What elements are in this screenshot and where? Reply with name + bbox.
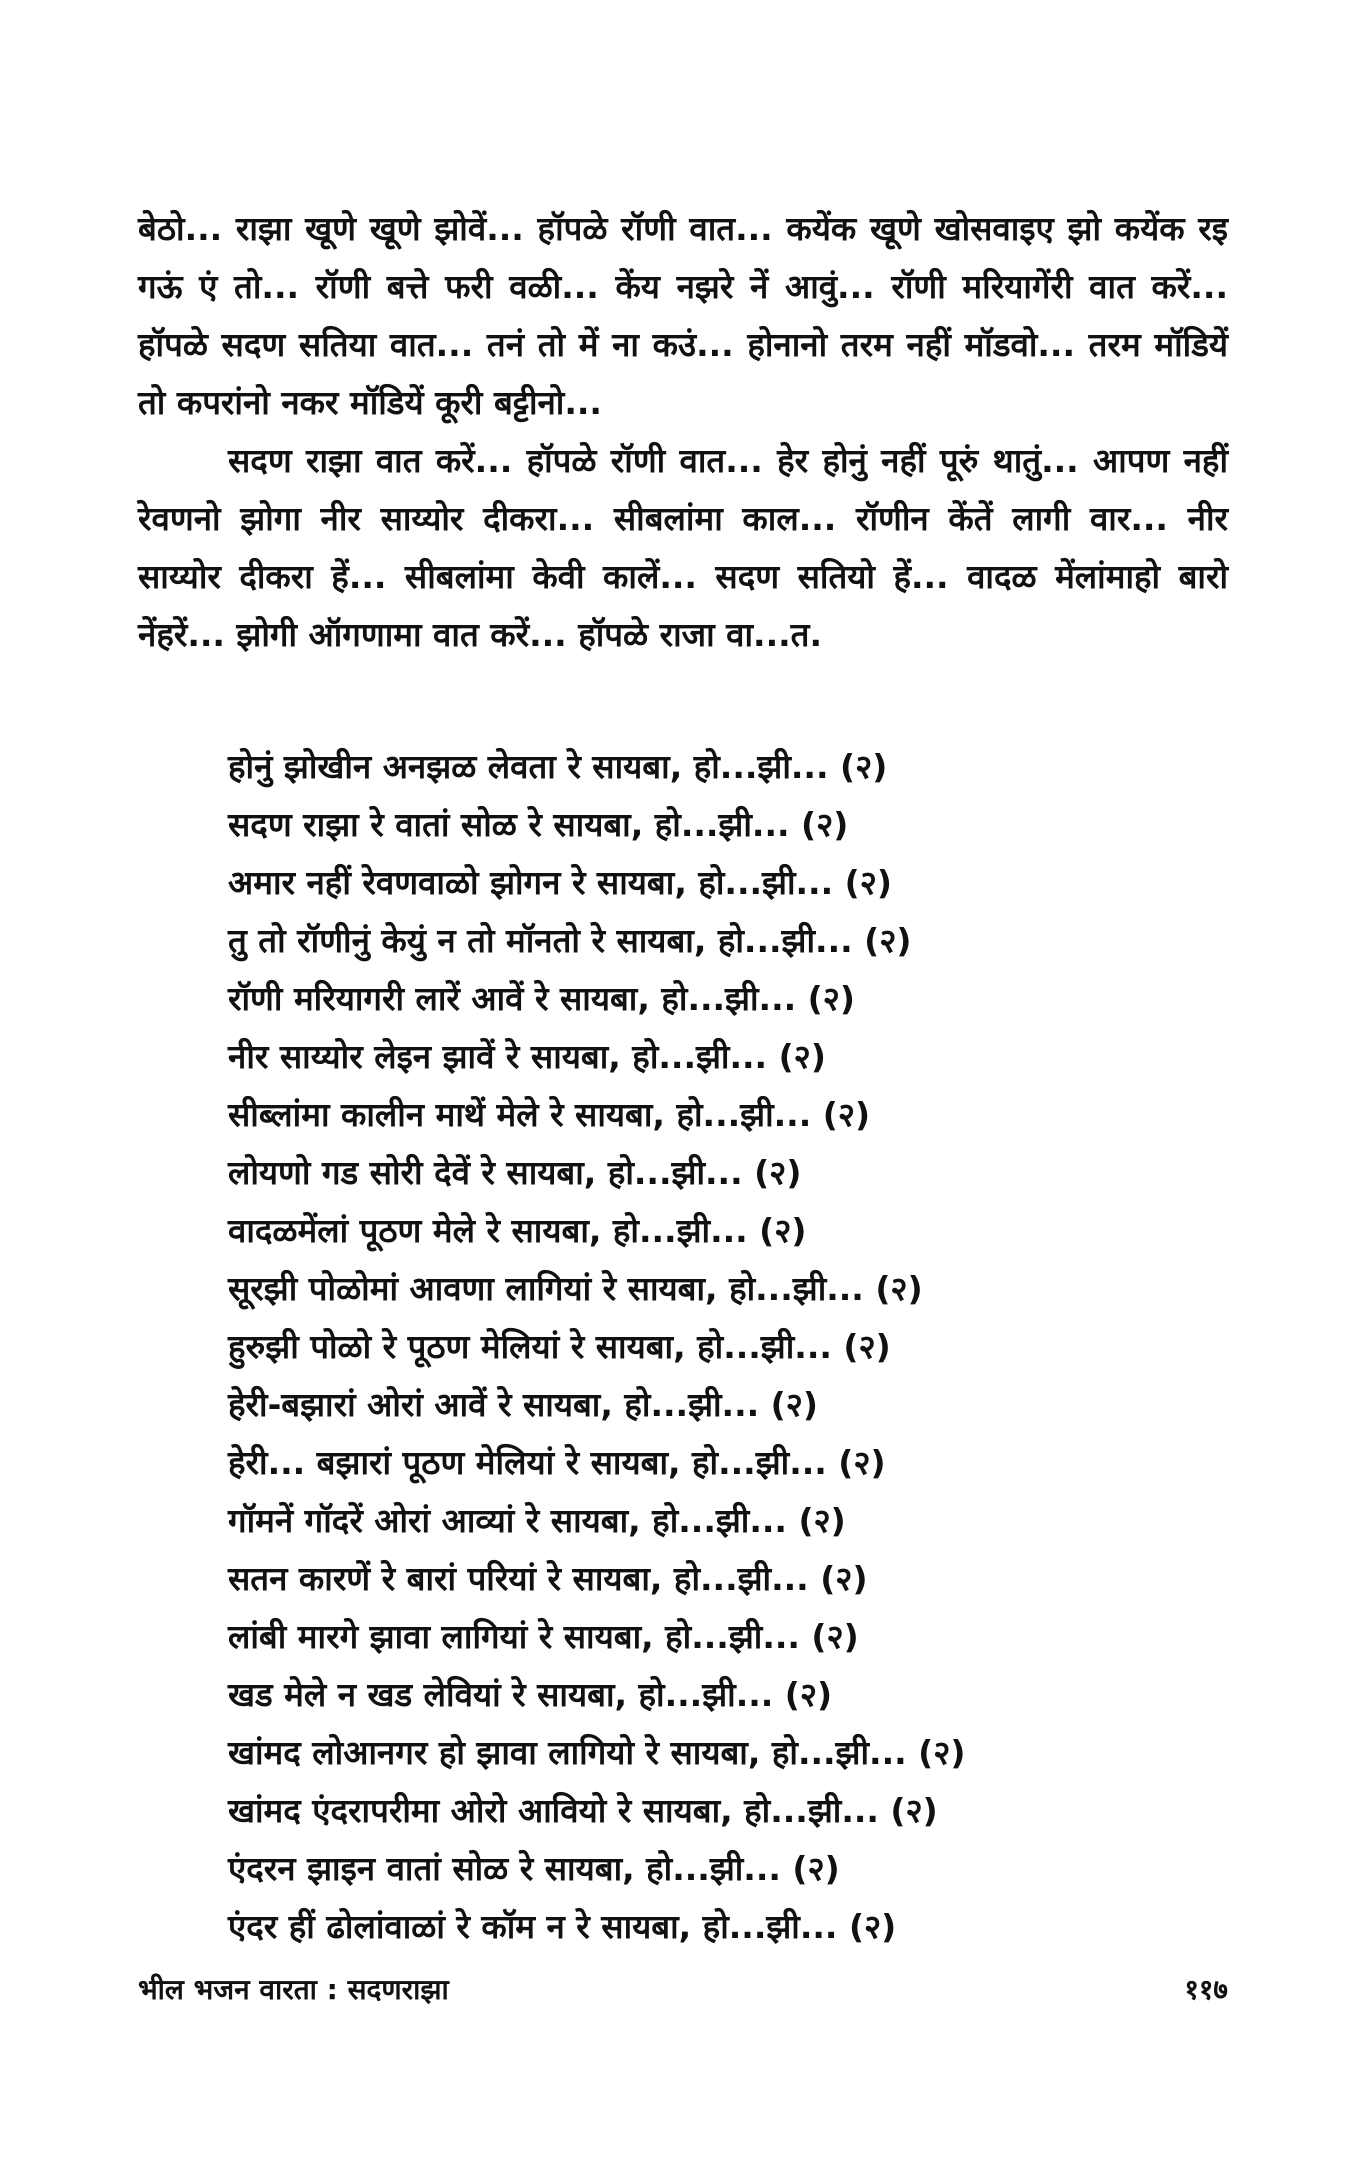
page-footer xyxy=(138,1970,1228,2018)
page-number: ११७ xyxy=(1184,1973,1228,2006)
prose-paragraph: बेठो... राझा खूणे खूणे झोवें... हॉपळे रॉणी वात... कयेंक खूणे खोसवाइए झो कयेंक रइ गऊं एं तो... रॉणी बत्ते फरी वळी... केंय नझरे नें आवुं... रॉणी मरियागेंरी वात करें... हॉपळे सदण सतिया वात... तनं तो में ना कउं... होनानो तरम नहीं मॉडवो... तरम मॉडियें तो कपरांनो नकर मॉडियें कूरी बट्टीनो... xyxy=(138,209,1228,422)
verse-line: होनुं झोखीन अनझळ लेवता रे सायबा, हो...झी... (२) xyxy=(228,747,888,786)
verse-line: खांमद एंदरापरीमा ओरो आवियो रे सायबा, हो...झी... (२) xyxy=(228,1791,938,1830)
verse-line: गॉमनें गॉदरें ओरां आव्यां रे सायबा, हो...झी... (२) xyxy=(228,1501,846,1540)
verse-line: एंदर हीं ढोलांवाळां रे कॉम न रे सायबा, हो...झी... (२) xyxy=(228,1907,897,1946)
prose-paragraph: सदण राझा वात करें... हॉपळे रॉणी वात... हेर होनुं नहीं पूरुं थातुं... आपण नहीं रेवणनो झोगा नीर साय्योर दीकरा... सीबलांमा काल... रॉणीन केंतें लागी वार... नीर साय्योर दीकरा हें... सीबलांमा केवी कालें... सदण सतियो हें... वादळ मेंलांमाहो बारो नेंहरें... झोगी ऑगणामा वात करें... हॉपळे राजा वा...त. xyxy=(138,441,1228,654)
prose-section xyxy=(138,200,1228,664)
verse-line: अमार नहीं रेवणवाळो झोगन रे सायबा, हो...झी... (२) xyxy=(228,863,892,902)
verse-line: सदण राझा रे वातां सोळ रे सायबा, हो...झी... (२) xyxy=(228,805,849,844)
verse-line: खड मेले न खड लेवियां रे सायबा, हो...झी... (२) xyxy=(228,1675,833,1714)
verse-line: हुरुझी पोळो रे पूठण मेलियां रे सायबा, हो...झी... (२) xyxy=(228,1327,891,1366)
verse-line: खांमद लोआनगर हो झावा लागियो रे सायबा, हो...झी... (२) xyxy=(228,1733,966,1772)
verse-line: लांबी मारगे झावा लागियां रे सायबा, हो...झी... (२) xyxy=(228,1617,859,1656)
verse-line: हेरी... बझारां पूठण मेलियां रे सायबा, हो...झी... (२) xyxy=(228,1443,886,1482)
verse-line: वादळमेंलां पूठण मेले रे सायबा, हो...झी... (२) xyxy=(228,1211,807,1250)
song-verses xyxy=(228,738,1228,1956)
verse-line: सतन कारणें रे बारां परियां रे सायबा, हो...झी... (२) xyxy=(228,1559,868,1598)
verse-line: हेरी-बझारां ओरां आवें रे सायबा, हो...झी... (२) xyxy=(228,1385,818,1424)
verse-line: तु तो रॉणीनुं केयुं न तो मॉनतो रे सायबा, हो...झी... (२) xyxy=(228,921,912,960)
verse-line: एंदरन झाइन वातां सोळ रे सायबा, हो...झी... (२) xyxy=(228,1849,840,1888)
verse-line: सूरझी पोळोमां आवणा लागियां रे सायबा, हो...झी... (२) xyxy=(228,1269,923,1308)
verse-line: नीर साय्योर लेइन झावें रे सायबा, हो...झी... (२) xyxy=(228,1037,826,1076)
verse-line: रॉणी मरियागरी लारें आवें रे सायबा, हो...झी... (२) xyxy=(228,979,855,1018)
verse-line: सीब्लांमा कालीन माथें मेले रे सायबा, हो...झी... (२) xyxy=(228,1095,871,1134)
running-title: भील भजन वारता : सदणराझा xyxy=(138,1973,449,2006)
verse-line: लोयणो गड सोरी देवें रे सायबा, हो...झी... (२) xyxy=(228,1153,802,1192)
